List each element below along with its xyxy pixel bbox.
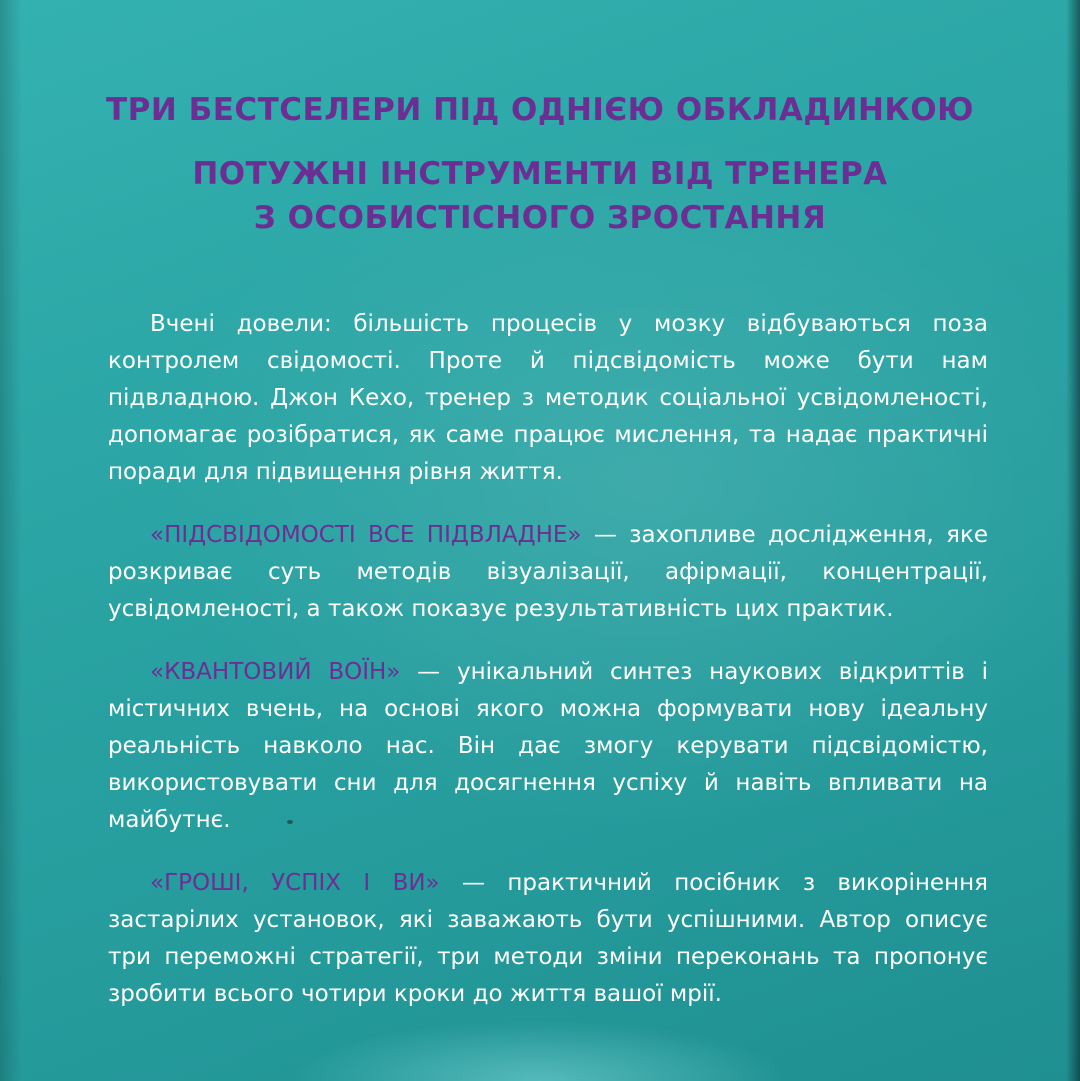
book-paragraph-quantum-warrior	[108, 654, 988, 839]
heading-tools-line-2: З ОСОБИСТІСНОГО ЗРОСТАННЯ	[253, 200, 827, 236]
bottom-glow-decoration	[290, 1020, 790, 1081]
heading-tools-line-1: ПОТУЖНІ ІНСТРУМЕНТИ ВІД ТРЕНЕРА	[192, 156, 888, 192]
book-description-money-success: — практичний посібник з викорінення застарілих установок, які заважають бути успішними. Автор описує три переможні стратегії, три методи зміни переконань та пропонує зробити всього чотири кроки до життя вашої мрії.	[108, 870, 988, 1007]
book-title-money-success: «ГРОШІ, УСПІХ І ВИ»	[150, 870, 440, 896]
cover-edge-shadow	[1066, 0, 1080, 1081]
heading-three-bestsellers: ТРИ БЕСТСЕЛЕРИ ПІД ОДНІЄЮ ОБКЛАДИНКОЮ	[105, 92, 974, 128]
book-title-subconscious: «ПІДСВІДОМОСТІ ВСЕ ПІДВЛАДНЕ»	[150, 522, 582, 548]
blurb	[108, 306, 988, 1039]
book-paragraph-subconscious	[108, 517, 988, 628]
book-paragraph-money-success	[108, 865, 988, 1013]
intro-paragraph: Вчені довели: більшість процесів у мозку відбуваються поза контролем свідомості. Проте й підсвідомість може бути нам підвладною. Джон Кехо, тренер з методик соціальної усвідомленості, допомагає розібратися, як саме працює мислення, та надає практичні поради для підвищення рівня життя.	[108, 311, 988, 485]
book-description-subconscious: — захопливе дослідження, яке розкриває суть методів візуалізації, афірмації, концентрації, усвідомленості, а також показує результативність цих практик.	[108, 522, 988, 622]
cover-headings	[40, 90, 1040, 240]
print-speck	[287, 820, 293, 824]
spine-shadow	[0, 0, 22, 1081]
book-description-quantum-warrior: — унікальний синтез наукових відкриттів і містичних вчень, на основі якого можна формувати нову ідеальну реальність навколо нас. Він дає змогу керувати підсвідомістю, використовувати сни для досягнення успіху й навіть впливати на майбутнє.	[108, 659, 988, 833]
book-title-quantum-warrior: «КВАНТОВИЙ ВОЇН»	[150, 659, 401, 685]
